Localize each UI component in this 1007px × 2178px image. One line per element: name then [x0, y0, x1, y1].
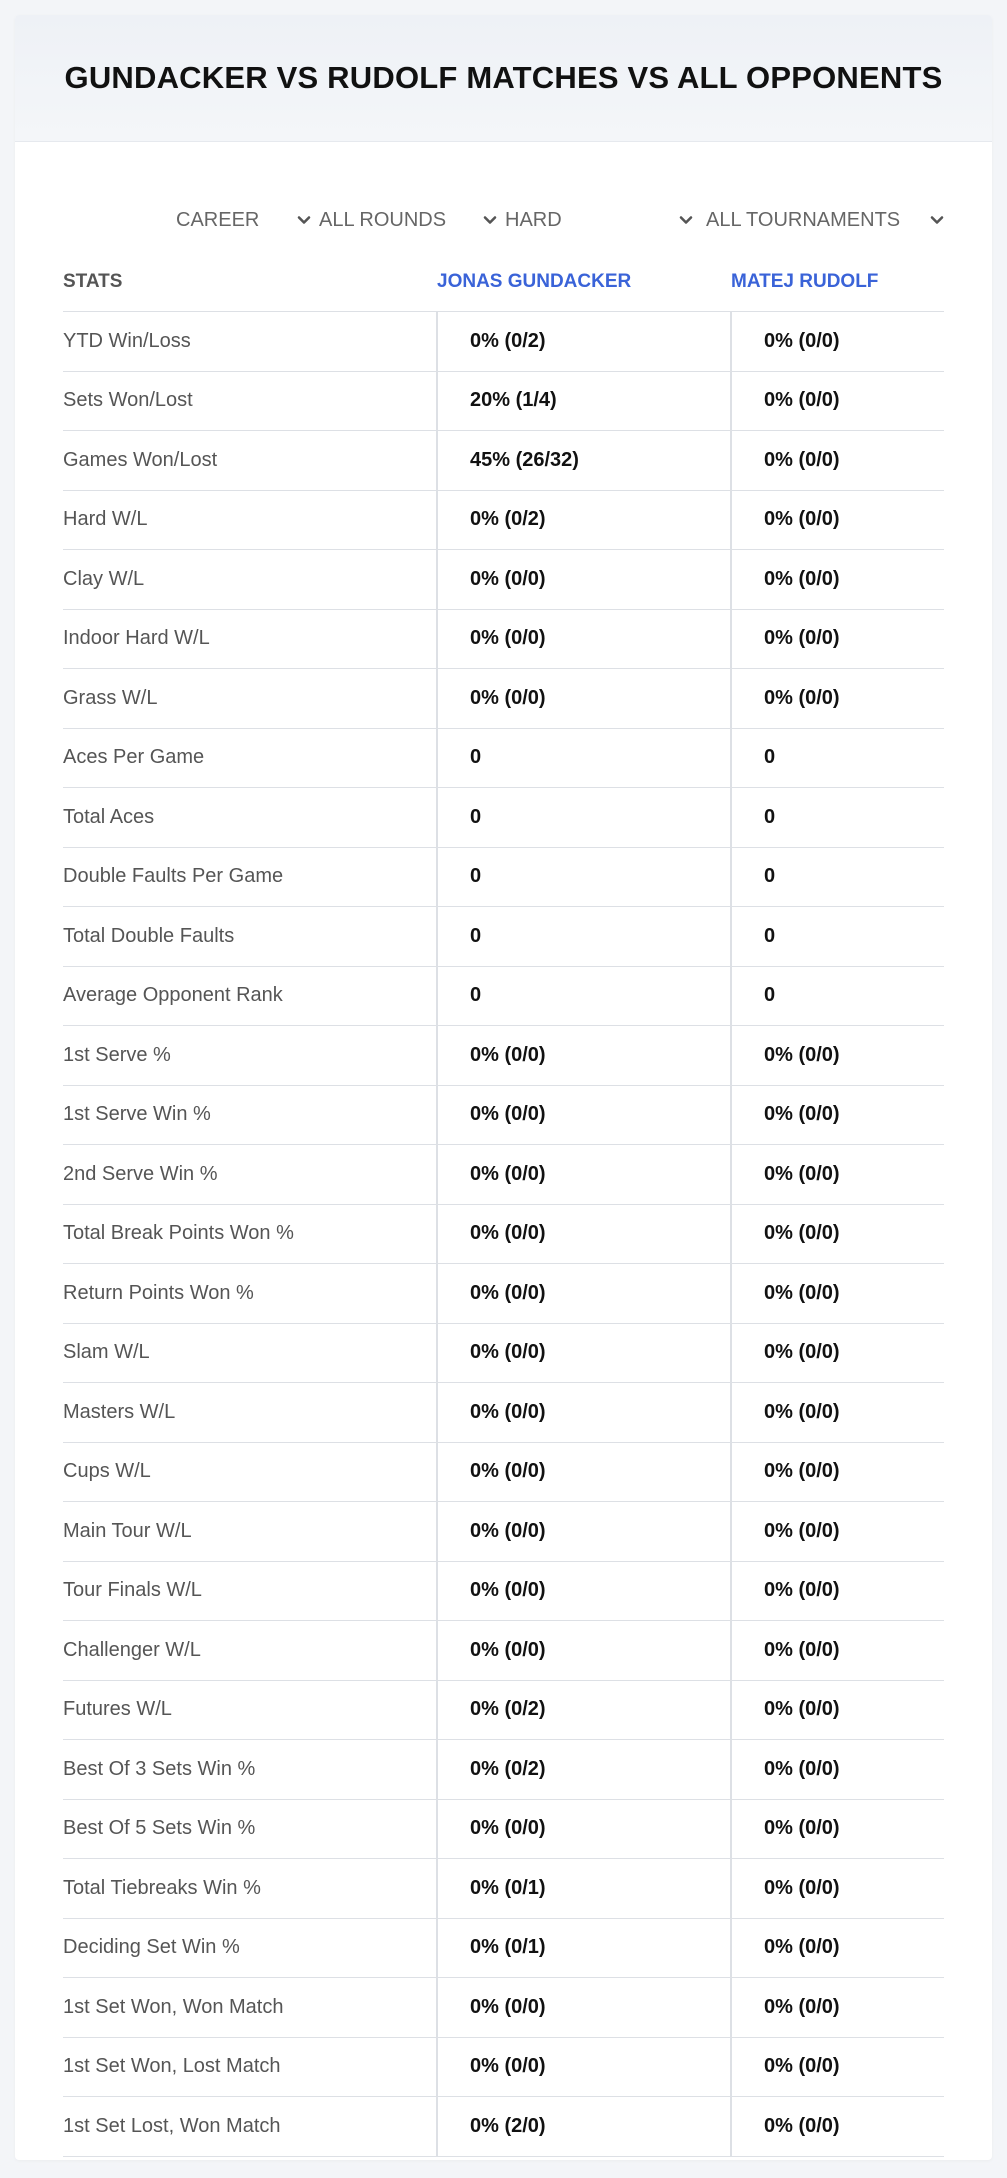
stat-label: Aces Per Game [63, 746, 205, 768]
chevron-down-icon [297, 213, 311, 227]
table-row [63, 2097, 944, 2157]
stat-label: Games Won/Lost [63, 448, 218, 471]
stat-label: Futures W/L [63, 1698, 172, 1720]
player1-link[interactable]: JONAS GUNDACKER [437, 271, 632, 292]
player1-value: 0% (0/0) [470, 1400, 546, 1423]
stat-label: 1st Serve Win % [63, 1103, 211, 1125]
stat-label: Clay W/L [63, 567, 145, 590]
table-row [63, 729, 944, 789]
table-row [63, 788, 944, 848]
table-row [63, 669, 944, 729]
stats-card [15, 15, 992, 2160]
stat-label: Grass W/L [63, 686, 158, 709]
chevron-down-icon [930, 213, 944, 227]
player2-value: 0 [764, 924, 776, 947]
stat-label: 1st Set Lost, Won Match [63, 2114, 281, 2137]
table-header [63, 253, 944, 312]
stat-label: Deciding Set Win % [63, 1936, 240, 1958]
table-row [63, 1264, 944, 1324]
player2-value: 0 [764, 746, 776, 768]
table-row [63, 1443, 944, 1503]
player1-value: 0% (0/0) [470, 1222, 546, 1244]
stat-label: Tour Finals W/L [63, 1579, 202, 1601]
stat-label: Indoor Hard W/L [63, 627, 210, 649]
stat-label: 1st Set Won, Won Match [63, 1995, 284, 2018]
player2-value: 0 [764, 805, 776, 828]
filter-period-label: CAREER [176, 208, 260, 231]
filter-bar [15, 190, 992, 250]
stat-label: Main Tour W/L [63, 1519, 192, 1542]
player2-link[interactable]: MATEJ RUDOLF [731, 271, 879, 292]
stat-label: Hard W/L [63, 508, 148, 530]
stat-label: Best Of 5 Sets Win % [63, 1817, 256, 1839]
chevron-down-icon [679, 213, 693, 227]
filter-period-select[interactable] [176, 190, 311, 250]
player2-value: 0% (0/0) [764, 1222, 840, 1244]
player1-value: 0% (0/0) [470, 686, 546, 709]
stat-label: Masters W/L [63, 1400, 176, 1423]
player2-value: 0% (0/0) [764, 567, 840, 590]
player2-value: 0% (0/0) [764, 508, 840, 530]
table-row [63, 610, 944, 670]
chevron-down-icon [483, 213, 497, 227]
player1-value: 0% (0/0) [470, 627, 546, 649]
player2-value: 0% (0/0) [764, 1400, 840, 1423]
table-row [63, 1205, 944, 1265]
table-row [63, 967, 944, 1027]
player2-value: 0% (0/0) [764, 1817, 840, 1839]
stat-label: Return Points Won % [63, 1281, 254, 1304]
player1-value: 0% (0/0) [470, 1638, 546, 1661]
table-row [63, 1681, 944, 1741]
player2-value: 0% (0/0) [764, 1936, 840, 1958]
stat-label: Total Double Faults [63, 924, 235, 947]
player1-value: 0% (0/0) [470, 1162, 546, 1185]
player1-value: 0 [470, 865, 482, 887]
stat-label: Total Tiebreaks Win % [63, 1876, 261, 1899]
player1-value: 0% (0/0) [470, 1460, 546, 1482]
stat-label: Cups W/L [63, 1460, 151, 1482]
player2-value: 0 [764, 984, 776, 1006]
player2-value: 0% (0/0) [764, 1757, 840, 1780]
player1-value: 0 [470, 746, 482, 768]
stat-label: Total Aces [63, 805, 155, 828]
stat-label: Best Of 3 Sets Win % [63, 1757, 256, 1780]
player2-value: 0% (0/0) [764, 1103, 840, 1125]
table-row [63, 1919, 944, 1979]
stat-label: Slam W/L [63, 1341, 150, 1363]
table-row [63, 1800, 944, 1860]
player2-value: 0% (0/0) [764, 1519, 840, 1542]
player2-value: 0% (0/0) [764, 1698, 840, 1720]
table-row [63, 1145, 944, 1205]
table-row [63, 1740, 944, 1800]
filter-surface-select[interactable] [505, 190, 693, 250]
table-row [63, 1621, 944, 1681]
player1-value: 0% (0/0) [470, 1579, 546, 1601]
table-row [63, 550, 944, 610]
player1-value: 0% (0/1) [470, 1876, 546, 1899]
table-row [63, 372, 944, 432]
player1-value: 0% (0/2) [470, 329, 546, 352]
table-row [63, 1978, 944, 2038]
table-row [63, 907, 944, 967]
player2-value: 0% (0/0) [764, 686, 840, 709]
table-row [63, 1562, 944, 1622]
stat-label: Double Faults Per Game [63, 865, 284, 887]
stat-label: YTD Win/Loss [63, 329, 191, 352]
page-title: GUNDACKER VS RUDOLF MATCHES VS ALL OPPONENTS [64, 60, 943, 95]
filter-surface-label: HARD [505, 208, 562, 231]
table-row [63, 1859, 944, 1919]
player1-value: 0% (0/0) [470, 1043, 546, 1066]
player2-value: 0% (0/0) [764, 1876, 840, 1899]
table-row [63, 1086, 944, 1146]
table-row [63, 1502, 944, 1562]
stat-label: Average Opponent Rank [63, 984, 283, 1006]
player1-value: 0 [470, 924, 482, 947]
filter-round-label: ALL ROUNDS [319, 208, 447, 231]
table-row [63, 2038, 944, 2098]
player1-value: 0% (0/0) [470, 1519, 546, 1542]
player1-value: 0% (0/0) [470, 1103, 546, 1125]
table-row [63, 848, 944, 908]
player1-value: 0% (0/0) [470, 1817, 546, 1839]
player2-value: 0% (0/0) [764, 1281, 840, 1304]
player2-value: 0% (0/0) [764, 448, 840, 471]
stats-table-body [63, 312, 944, 2157]
table-row [63, 1324, 944, 1384]
player1-value: 0% (0/0) [470, 1995, 546, 2018]
player2-value: 0% (0/0) [764, 1043, 840, 1066]
player2-value: 0% (0/0) [764, 627, 840, 649]
stat-label: 2nd Serve Win % [63, 1162, 218, 1185]
player1-value: 20% (1/4) [470, 389, 557, 411]
stat-label: 1st Set Won, Lost Match [63, 2055, 281, 2077]
player1-value: 0 [470, 805, 482, 828]
player2-value: 0% (0/0) [764, 1995, 840, 2018]
player2-value: 0% (0/0) [764, 1638, 840, 1661]
page-header [15, 15, 992, 142]
stat-label: Sets Won/Lost [63, 389, 193, 411]
filter-tournament-select[interactable] [706, 190, 944, 250]
stat-label: Challenger W/L [63, 1638, 201, 1661]
player2-value: 0% (0/0) [764, 2055, 840, 2077]
player1-value: 0 [470, 984, 482, 1006]
player1-value: 0% (0/2) [470, 508, 546, 530]
player1-value: 0% (0/0) [470, 1281, 546, 1304]
player1-value: 0% (0/0) [470, 2055, 546, 2077]
player2-value: 0% (0/0) [764, 2114, 840, 2137]
player1-value: 0% (0/0) [470, 1341, 546, 1363]
player2-value: 0% (0/0) [764, 1341, 840, 1363]
table-row [63, 491, 944, 551]
player2-value: 0% (0/0) [764, 329, 840, 352]
player2-value: 0% (0/0) [764, 1579, 840, 1601]
player1-value: 0% (0/2) [470, 1757, 546, 1780]
player1-value: 0% (0/1) [470, 1936, 546, 1958]
player1-value: 0% (2/0) [470, 2114, 546, 2137]
player2-value: 0% (0/0) [764, 1460, 840, 1482]
filter-tournament-label: ALL TOURNAMENTS [706, 208, 901, 231]
table-row [63, 1026, 944, 1086]
player1-value: 45% (26/32) [470, 448, 579, 471]
table-row [63, 1383, 944, 1443]
filter-round-select[interactable] [319, 190, 497, 250]
player2-value: 0 [764, 865, 776, 887]
player2-value: 0% (0/0) [764, 1162, 840, 1185]
player2-value: 0% (0/0) [764, 389, 840, 411]
column-header-stats: STATS [63, 271, 123, 292]
player1-value: 0% (0/0) [470, 567, 546, 590]
table-row [63, 312, 944, 372]
stat-label: 1st Serve % [63, 1043, 171, 1066]
table-row [63, 431, 944, 491]
stat-label: Total Break Points Won % [63, 1222, 294, 1244]
player1-value: 0% (0/2) [470, 1698, 546, 1720]
